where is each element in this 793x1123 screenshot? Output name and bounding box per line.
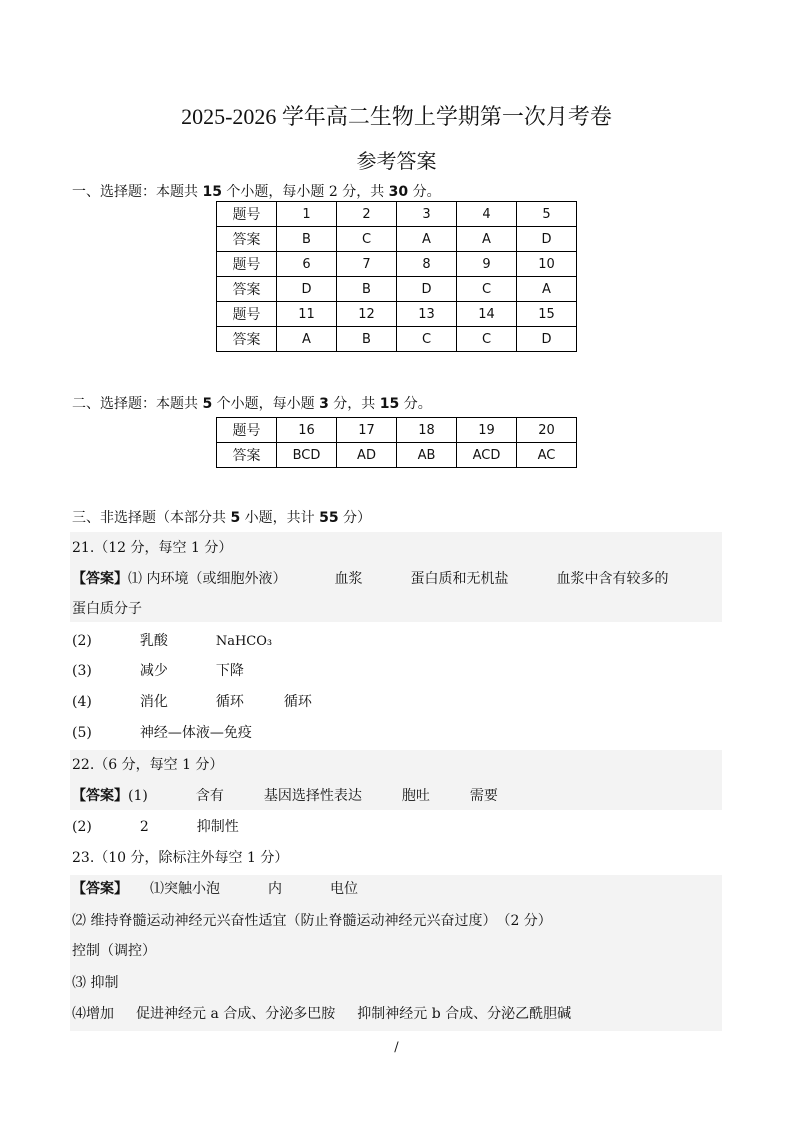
page-title: 2025-2026 学年高二生物上学期第一次月考卷 xyxy=(181,104,612,129)
question-number: 7 xyxy=(337,252,397,277)
row-label-answer: 答案 xyxy=(217,227,277,252)
q22-answer-line-2: (2) 2 抑制性 xyxy=(72,819,239,835)
question-number: 17 xyxy=(337,418,397,443)
question-number: 14 xyxy=(457,302,517,327)
q23-answer-line-2b: 控制（调控） xyxy=(72,943,156,959)
table-row xyxy=(217,327,577,352)
answer-cell: C xyxy=(457,277,517,302)
q23-answer-line-4: ⑷增加 促进神经元 a 合成、分泌多巴胺 抑制神经元 b 合成、分泌乙酰胆碱 xyxy=(72,1006,572,1022)
question-number: 12 xyxy=(337,302,397,327)
q23-answer-line-1: 【答案】 ⑴突触小泡 内 电位 xyxy=(72,881,358,897)
table-row xyxy=(217,302,577,327)
table-row xyxy=(217,443,577,468)
question-number: 6 xyxy=(277,252,337,277)
question-number: 11 xyxy=(277,302,337,327)
section2-answer-table xyxy=(216,417,577,468)
answer-cell: AC xyxy=(517,443,577,468)
row-label-answer: 答案 xyxy=(217,327,277,352)
q22-answer-line-1: 【答案】(1) 含有 基因选择性表达 胞吐 需要 xyxy=(72,788,498,804)
row-label-answer: 答案 xyxy=(217,277,277,302)
answer-cell: D xyxy=(517,327,577,352)
row-label-question: 题号 xyxy=(217,418,277,443)
question-number: 3 xyxy=(397,202,457,227)
question-number: 13 xyxy=(397,302,457,327)
table-row xyxy=(217,252,577,277)
answer-cell: D xyxy=(277,277,337,302)
page-subtitle: 参考答案 xyxy=(356,149,437,173)
question-number: 15 xyxy=(517,302,577,327)
q23-answer-line-2: ⑵ 维持脊髓运动神经元兴奋性适宜（防止脊髓运动神经元兴奋过度） （2 分） xyxy=(72,913,552,929)
q21-answer-line-1b: 蛋白质分子 xyxy=(72,601,142,617)
section1-heading: 一、选择题：本题共 15 个小题，每小题 2 分，共 30 分。 xyxy=(72,184,441,200)
answer-cell: C xyxy=(397,327,457,352)
answer-cell: B xyxy=(277,227,337,252)
page-number: / xyxy=(394,1040,399,1055)
question-number: 8 xyxy=(397,252,457,277)
section1-answer-table xyxy=(216,201,577,352)
q23-heading: 23.（10 分，除标注外每空 1 分） xyxy=(72,850,289,866)
answer-cell: C xyxy=(457,327,517,352)
row-label-answer: 答案 xyxy=(217,443,277,468)
question-number: 1 xyxy=(277,202,337,227)
question-number: 19 xyxy=(457,418,517,443)
q21-answer-line-5: (5) 神经—体液—免疫 xyxy=(72,725,252,741)
answer-cell: A xyxy=(457,227,517,252)
section3-heading: 三、非选择题（本部分共 5 小题，共计 55 分） xyxy=(72,510,372,526)
q23-answer-line-3: ⑶ 抑制 xyxy=(72,975,119,991)
question-number: 2 xyxy=(337,202,397,227)
q21-answer-line-3: (3) 减少 下降 xyxy=(72,663,244,679)
answer-cell: D xyxy=(397,277,457,302)
table-row xyxy=(217,227,577,252)
section2-heading: 二、选择题：本题共 5 个小题，每小题 3 分，共 15 分。 xyxy=(72,396,432,412)
answer-cell: A xyxy=(397,227,457,252)
question-number: 10 xyxy=(517,252,577,277)
question-number: 9 xyxy=(457,252,517,277)
answer-cell: BCD xyxy=(277,443,337,468)
row-label-question: 题号 xyxy=(217,302,277,327)
answer-cell: B xyxy=(337,277,397,302)
q22-heading: 22.（6 分，每空 1 分） xyxy=(72,757,224,773)
q21-answer-line-1: 【答案】⑴ 内环境（或细胞外液） 血浆 蛋白质和无机盐 血浆中含有较多的 xyxy=(72,571,669,587)
question-number: 5 xyxy=(517,202,577,227)
answer-cell: C xyxy=(337,227,397,252)
q21-answer-line-2: (2) 乳酸 NaHCO₃ xyxy=(72,633,273,649)
row-label-question: 题号 xyxy=(217,202,277,227)
row-label-question: 题号 xyxy=(217,252,277,277)
answer-cell: A xyxy=(277,327,337,352)
answer-cell: ACD xyxy=(457,443,517,468)
q21-answer-line-4: (4) 消化 循环 循环 xyxy=(72,694,312,710)
answer-cell: AD xyxy=(337,443,397,468)
answer-cell: A xyxy=(517,277,577,302)
table-row xyxy=(217,277,577,302)
table-row xyxy=(217,418,577,443)
answer-cell: AB xyxy=(397,443,457,468)
question-number: 20 xyxy=(517,418,577,443)
question-number: 16 xyxy=(277,418,337,443)
q21-heading: 21.（12 分，每空 1 分） xyxy=(72,540,233,556)
table-row xyxy=(217,202,577,227)
question-number: 4 xyxy=(457,202,517,227)
question-number: 18 xyxy=(397,418,457,443)
answer-cell: D xyxy=(517,227,577,252)
answer-cell: B xyxy=(337,327,397,352)
